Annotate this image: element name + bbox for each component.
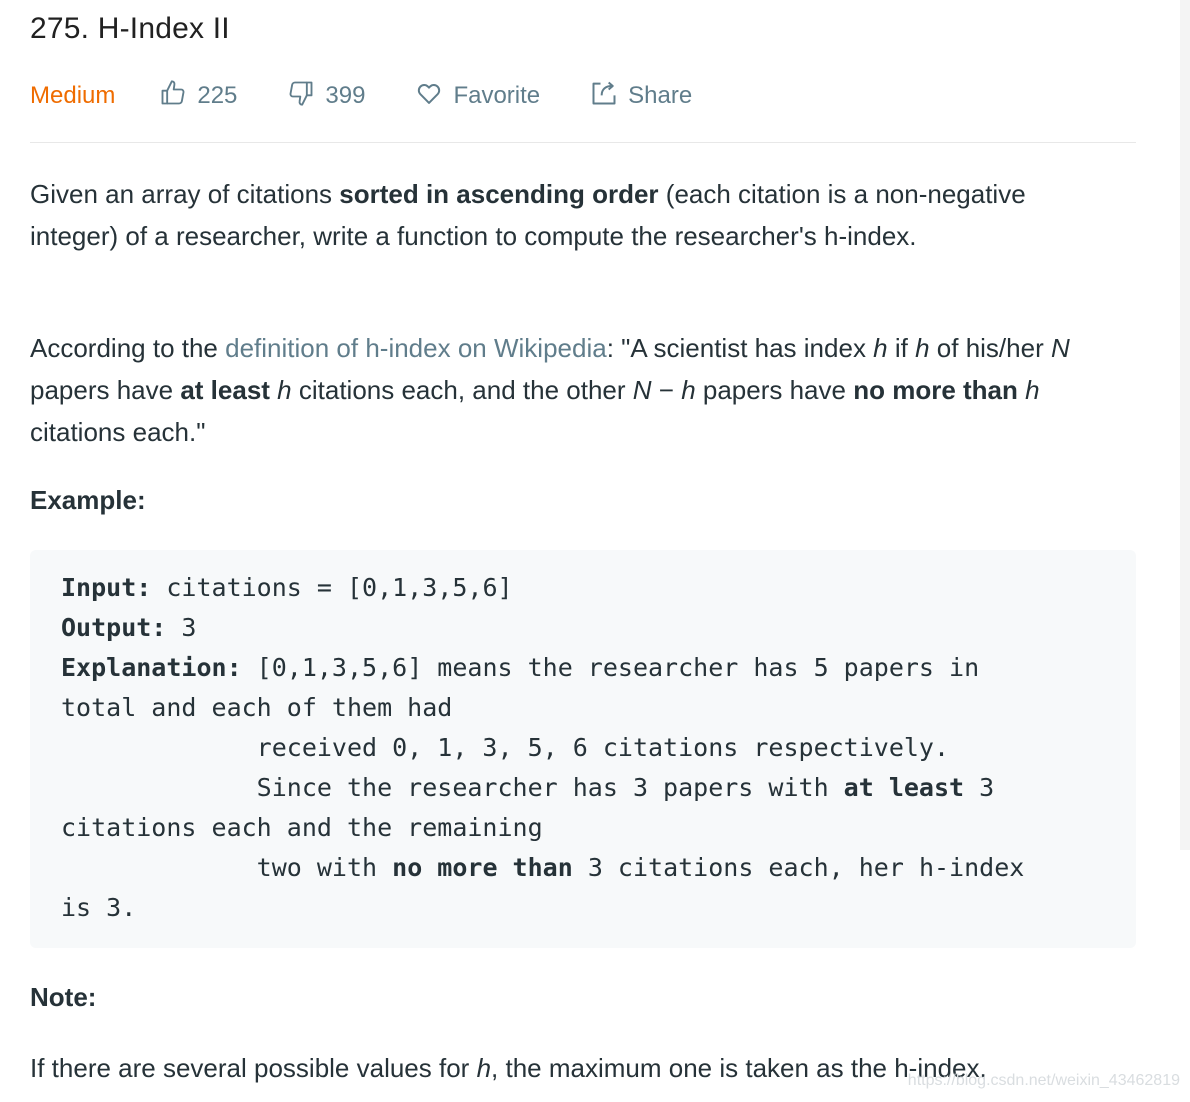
thumbs-up-icon [159,79,197,114]
dislike-count: 399 [325,82,366,109]
note-text: , the maximum one is taken as the h-index. [491,1053,987,1083]
paragraph-text: : "A scientist has index [606,333,874,363]
output-label: Output: [61,613,167,642]
description-text: Given an array of citations [30,179,340,209]
like-button[interactable] [159,79,237,114]
variable-n: N [1050,333,1070,363]
variable-h: h [915,333,930,363]
explanation-text: two with [61,853,393,882]
share-label: Share [628,82,693,109]
difficulty-badge: Medium [30,82,116,109]
variable-h: h [681,375,696,405]
heart-icon [415,79,453,114]
explanation-text: is 3. [61,893,137,922]
explanation-text: total and each of them had [61,693,453,722]
description-text: (each citation is a non-negative integer) of a researcher, write a function to compute the researcher's h-index. [30,179,1026,251]
description-emphasis: sorted in ascending order [339,179,659,209]
example-code-block [30,550,1136,948]
example-code [61,568,1024,928]
explanation-text: 3 citations each, her h-index [572,853,1025,882]
paragraph-text: citations each." [30,417,206,447]
paragraph-text: of his/her [929,333,1051,363]
share-button[interactable] [590,79,692,114]
variable-h: h [476,1053,492,1083]
header-divider [30,142,1136,143]
favorite-label: Favorite [453,82,541,109]
favorite-button[interactable] [415,79,540,114]
input-value: citations = [0,1,3,5,6] [151,573,513,602]
variable-n: N [632,375,652,405]
dislike-button[interactable] [287,79,365,114]
explanation-text: [0,1,3,5,6] means the researcher has 5 papers in [241,653,980,682]
watermark: https://blog.csdn.net/weixin_43462819 [907,1072,1180,1089]
paragraph-text: if [887,333,916,363]
description-paragraph-2 [30,327,1120,453]
emphasis-text: at least [180,375,270,405]
variable-h: h [277,375,292,405]
output-value: 3 [166,613,197,642]
wikipedia-link[interactable]: definition of h-index on Wikipedia [225,333,607,363]
input-label: Input: [61,573,152,602]
explanation-emphasis: at least [843,773,965,802]
description-paragraph-1 [30,173,1120,257]
note-text: If there are several possible values for [30,1053,477,1083]
paragraph-text: papers have [30,375,181,405]
variable-h: h [873,333,888,363]
explanation-text: citations each and the remaining [61,813,543,842]
problem-title: 275. H-Index II [30,12,230,45]
explanation-label: Explanation: [61,653,242,682]
paragraph-text: papers have [695,375,854,405]
paragraph-text: According to the [30,333,226,363]
scrollbar-track[interactable] [1180,0,1190,850]
share-icon [590,79,628,114]
paragraph-text: citations each, and the other [291,375,633,405]
explanation-emphasis: no more than [392,853,573,882]
variable-h: h [1025,375,1040,405]
paragraph-text: − [651,375,682,405]
note-heading: Note: [30,982,97,1012]
explanation-text: Since the researcher has 3 papers with [61,773,844,802]
problem-meta-bar [30,78,742,114]
example-heading: Example: [30,485,146,515]
emphasis-text: no more than [853,375,1018,405]
explanation-text: received 0, 1, 3, 5, 6 citations respectively. [61,733,950,762]
like-count: 225 [197,82,238,109]
thumbs-down-icon [287,79,325,114]
explanation-text: 3 [964,773,995,802]
